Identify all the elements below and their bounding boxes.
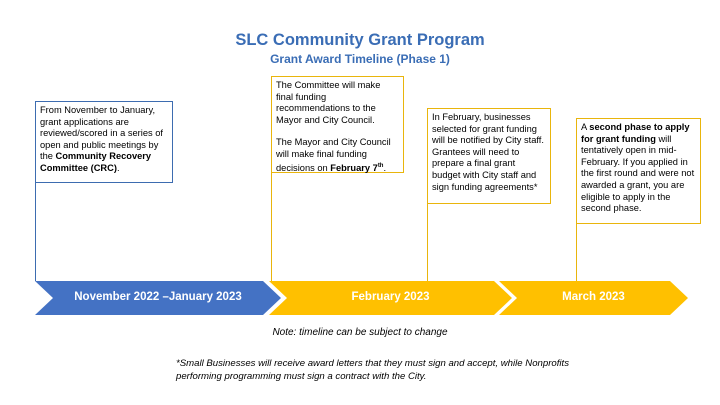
callout-second-phase-bold: second phase to apply for grant funding [581,122,690,144]
phase-label-2: February 2023 [351,291,430,303]
callout-crc-bold: Community Recovery Committee (CRC) [40,151,152,173]
callout-crc-end: . [116,162,120,173]
page-subtitle: Grant Award Timeline (Phase 1) [270,52,450,66]
page-title: SLC Community Grant Program [235,31,485,49]
callout-crc-text: From November to January, grant applications are reviewed/scored in a series of open and public meetings by the [40,105,163,162]
phase-label-1: November 2022 –January 2023 [74,291,242,303]
callout-committee-date: February 7th [330,162,384,173]
callout-notify-text: In February, businesses selected for grant funding will be notified by City staff. Grantees will need to prepare a final grant budget with City staff and sign funding agreements* [432,112,544,192]
callout-second-phase-text: will tentatively open in mid-February. If you applied in the first round and were not awarded a grant, you are eligible to apply in the second phase. [581,133,695,214]
phase-label-3: March 2023 [562,291,625,303]
callout-committee-p1: The Committee will make final funding recommendations to the Mayor and City Council. [276,80,381,125]
timeline-note: Note: timeline can be subject to change [272,327,448,338]
callout-second-phase: A second phase to apply for grant funding will tentatively open in mid-February. If you applied in the first round and were not awarded a grant, you are eligible to apply in the second phase. [576,118,701,224]
callout-committee-p2: The Mayor and City Council will make final funding decisions on [276,137,391,173]
callout-committee: The Committee will make final funding recommendations to the Mayor and City Council. The Mayor and City Council will make final funding decisions on February 7th. [271,76,404,173]
footnote: *Small Businesses will receive award letters that they must sign and accept, while Nonprofits performing programming must sign a contract with the City. [176,358,569,382]
